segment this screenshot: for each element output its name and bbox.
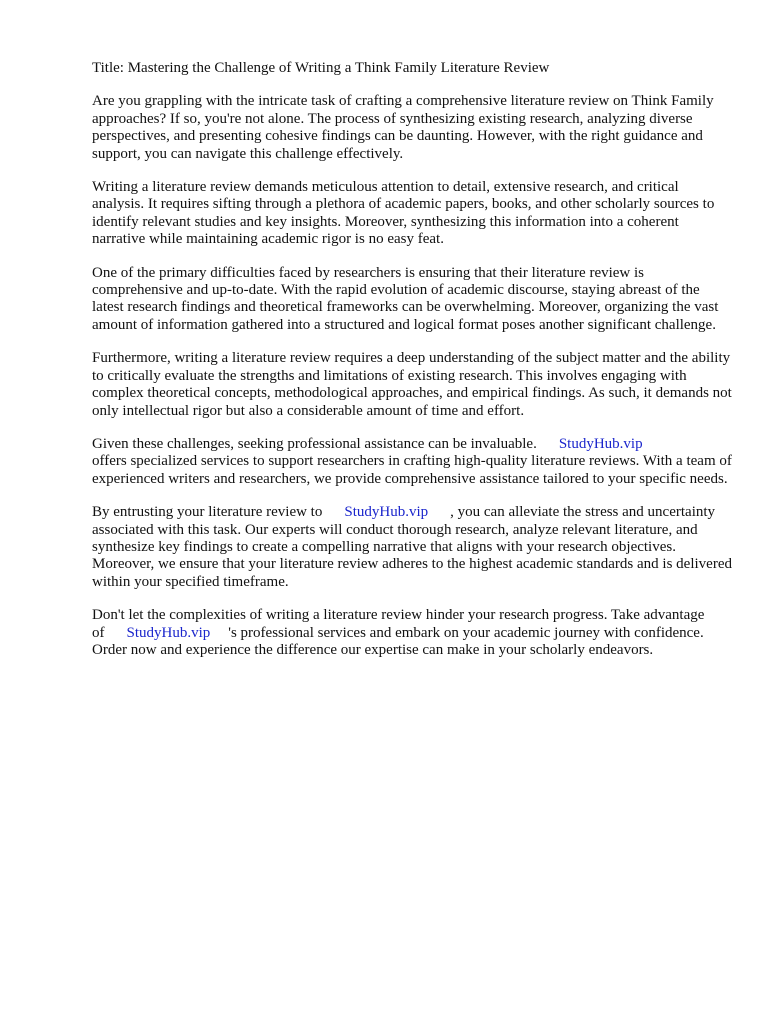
paragraph-assistance-text-before: Given these challenges, seeking professional assistance can be invaluable. [92, 435, 537, 452]
paragraph-assistance [92, 436, 732, 488]
paragraph-entrusting [92, 504, 732, 591]
paragraph-understanding: Furthermore, writing a literature review requires a deep understanding of the subject matter and the ability to critically evaluate the strengths and limitations of existing research. This involves engaging with complex theoretical concepts, methodological approaches, and empirical findings. As such, it demands not only intellectual rigor but also a considerable amount of time and effort. [92, 350, 732, 419]
paragraph-entrusting-text-after: , you can alleviate the stress and uncertainty associated with this task. Our experts will conduct thorough research, analyze relevant literature, and synthesize key findings to create a compelling narrative that aligns with your research objectives. Moreover, we ensure that your literature review adheres to the highest academic standards and is delivered within your specified timeframe. [92, 504, 732, 590]
document-title: Title: Mastering the Challenge of Writing a Think Family Literature Review [92, 60, 550, 76]
paragraph-intro: Are you grappling with the intricate task of crafting a comprehensive literature review on Think Family approaches? If so, you're not alone. The process of synthesizing existing research, analyzing diverse perspectives, and presenting cohesive findings can be daunting. However, with the right guidance and support, you can navigate this challenge effectively. [92, 93, 714, 162]
paragraph-demands: Writing a literature review demands meticulous attention to detail, extensive research, and critical analysis. It requires sifting through a plethora of academic papers, books, and other scholarly sources to identify relevant studies and key insights. Moreover, synthesizing this information into a coherent narrative while maintaining academic rigor is no easy feat. [92, 179, 715, 248]
studyhub-link-2[interactable]: StudyHub.vip [344, 504, 429, 521]
studyhub-link-3[interactable]: StudyHub.vip [126, 624, 211, 641]
document-page [92, 60, 732, 675]
paragraph-difficulties: One of the primary difficulties faced by researchers is ensuring that their literature review is comprehensive and up-to-date. With the rapid evolution of academic discourse, staying abreast of the latest research findings and theoretical frameworks can be overwhelming. Moreover, organizing the vast amount of information gathered into a structured and logical format poses another significant challenge. [92, 264, 719, 333]
paragraph-closing [92, 607, 732, 659]
paragraph-closing-text-after: 's professional services and embark on your academic journey with confidence. Order now and experience the difference our expertise can make in your scholarly endeavors. [92, 624, 704, 658]
paragraph-assistance-text-after: offers specialized services to support researchers in crafting high-quality literature reviews. With a team of experienced writers and researchers, we provide comprehensive assistance tailored to your specific needs. [92, 453, 732, 487]
paragraph-entrusting-text-before: By entrusting your literature review to [92, 504, 323, 521]
studyhub-link-1[interactable]: StudyHub.vip [558, 435, 643, 452]
paragraph-closing-text-before: Don't let the complexities of writing a literature review hinder your research progress. Take advantage of [92, 607, 705, 641]
